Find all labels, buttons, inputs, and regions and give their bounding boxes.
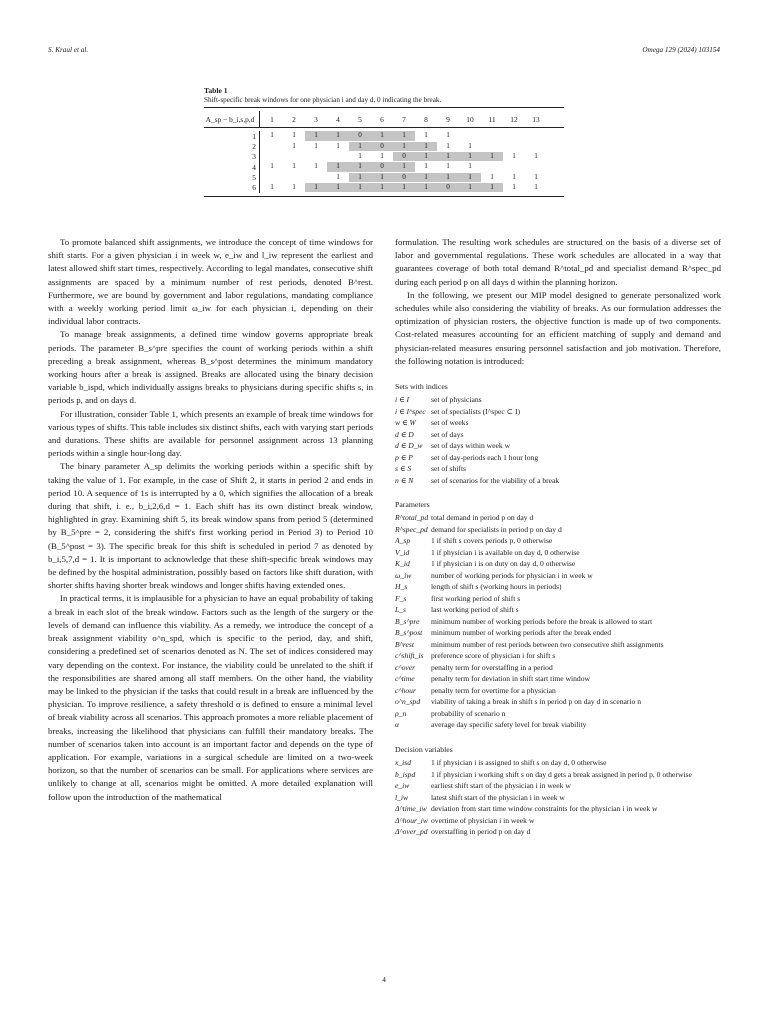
break-window-cell: 1 xyxy=(349,142,371,152)
shift-label: 5 xyxy=(252,172,256,182)
notation-symbol: F_s xyxy=(395,593,407,603)
table-cell xyxy=(261,173,283,183)
break-window-cell: 1 xyxy=(349,183,371,193)
notation-description: set of weeks xyxy=(431,418,469,428)
notation-description: length of shift s (working hours in periods) xyxy=(431,582,562,592)
break-window-cell: 1 xyxy=(437,152,459,162)
vars-heading: Decision variables xyxy=(395,744,453,754)
notation-entry xyxy=(395,708,721,720)
notation-symbol: o^n_spd xyxy=(395,697,421,707)
table-cell xyxy=(459,131,481,141)
notation-entry xyxy=(395,452,721,464)
table-row xyxy=(204,141,564,151)
break-window-cell: 1 xyxy=(371,183,393,193)
notation-description: 1 if physician i is available on day d, 0 otherwise xyxy=(431,547,580,557)
notation-description: minimum number of working periods before the break is allowed to start xyxy=(431,616,653,626)
period-header: 6 xyxy=(380,114,384,124)
period-header: 10 xyxy=(466,114,474,124)
break-window-cell: 1 xyxy=(327,131,349,141)
notation-symbol: c^shift_is xyxy=(395,651,424,661)
table-cell xyxy=(283,152,305,162)
period-header: 1 xyxy=(270,114,274,124)
notation-description: set of scenarios for the viability of a break xyxy=(431,475,560,485)
break-window-cell: 1 xyxy=(415,142,437,152)
table-separator xyxy=(259,152,260,162)
notation-symbol: b_ispd xyxy=(395,769,416,779)
table-cell: 1 xyxy=(292,131,296,140)
notation-symbol: K_id xyxy=(395,559,410,569)
notation-entry xyxy=(395,696,721,708)
table-row xyxy=(204,172,564,182)
notation-symbol: L_s xyxy=(395,605,406,615)
table-row-cells xyxy=(261,152,547,162)
notation-description: set of shifts xyxy=(431,464,467,474)
table-cell: 1 xyxy=(336,141,340,150)
notation-description: earliest shift start of the physician i in week w xyxy=(431,781,571,791)
table-cell: 1 xyxy=(468,162,472,171)
table-bottom-rule xyxy=(204,196,564,197)
break-window-cell: 1 xyxy=(481,183,503,193)
notation-description: overtime of physician i in week w xyxy=(431,815,535,825)
break-window-cell: 0 xyxy=(371,142,393,152)
notation-description: minimum number of rest periods between two consecutive shift assignments xyxy=(431,639,664,649)
table-cell xyxy=(503,131,525,141)
notation-description: set of day-periods each 1 hour long xyxy=(431,452,539,462)
break-window-cell: 1 xyxy=(415,152,437,162)
notation-entry xyxy=(395,639,721,651)
break-window-cell: 1 xyxy=(305,183,327,193)
break-window-cell: 0 xyxy=(349,131,371,141)
page-number: 4 xyxy=(382,975,386,984)
break-window-cell: 1 xyxy=(415,173,437,183)
break-window-cell: 1 xyxy=(459,183,481,193)
table-cell: 1 xyxy=(424,162,428,171)
table-separator xyxy=(259,162,260,172)
table-row xyxy=(204,162,564,172)
table-row-cells xyxy=(261,131,547,141)
break-window-cell: 1 xyxy=(349,162,371,172)
break-window-cell: 0 xyxy=(393,152,415,162)
params-list xyxy=(395,512,721,731)
break-window-cell: 1 xyxy=(393,131,415,141)
table-separator xyxy=(259,111,260,127)
body-paragraph: For illustration, consider Table 1, which presents an example of break time windows for various types of shifts. This table includes six distinct shifts, each with varying start periods and durations. These shifts are available for personnel assignment across 13 planning periods within a single hour-long day. xyxy=(48,408,373,459)
period-header: 9 xyxy=(446,114,450,124)
break-window-cell: 1 xyxy=(459,152,481,162)
notation-entry xyxy=(395,719,721,731)
table-cell: 1 xyxy=(380,151,384,160)
table-cell: 1 xyxy=(270,182,274,191)
notation-description: viability of taking a break in shift s in period p on day d in scenario n xyxy=(431,697,642,707)
table-cell: 1 xyxy=(314,141,318,150)
notation-description: preference score of physician i for shift s xyxy=(431,651,556,661)
break-window-cell: 1 xyxy=(437,173,459,183)
table-cell: 1 xyxy=(446,141,450,150)
table-cell xyxy=(327,152,349,162)
table-cell: 1 xyxy=(468,141,472,150)
running-head-journal: Omega 129 (2024) 103154 xyxy=(642,46,720,54)
notation-entry xyxy=(395,475,721,487)
notation-entry xyxy=(395,535,721,547)
table-cell: 1 xyxy=(336,172,340,181)
table-separator xyxy=(259,182,260,192)
notation-symbol: Δ^time_iw xyxy=(395,804,427,814)
notation-entry xyxy=(395,792,721,804)
table-separator xyxy=(259,141,260,151)
notation-entry xyxy=(395,616,721,628)
notation-symbol: R^spec_pd xyxy=(395,524,428,534)
table-cell: 1 xyxy=(270,131,274,140)
table-cell xyxy=(503,142,525,152)
notation-description: total demand in period p on day d xyxy=(431,513,534,523)
table-cell xyxy=(525,162,547,172)
table-cell xyxy=(261,152,283,162)
break-window-cell: 0 xyxy=(371,162,393,172)
notation-symbol: i ∈ I^spec xyxy=(395,406,426,416)
break-window-cell: 1 xyxy=(305,131,327,141)
table-separator xyxy=(259,172,260,182)
break-window-cell: 0 xyxy=(437,183,459,193)
table-cell xyxy=(481,162,503,172)
notation-entry xyxy=(395,815,721,827)
notation-symbol: c^over xyxy=(395,662,416,672)
table-cell xyxy=(283,173,305,183)
period-header: 12 xyxy=(510,114,518,124)
table-cell: 1 xyxy=(534,182,538,191)
notation-symbol: w ∈ W xyxy=(395,418,416,428)
notation-entry xyxy=(395,803,721,815)
notation-symbol: Δ^over_pd xyxy=(395,827,428,837)
period-header: 4 xyxy=(336,114,340,124)
right-paragraphs xyxy=(395,236,721,368)
notation-entry xyxy=(395,570,721,582)
break-window-cell: 1 xyxy=(459,173,481,183)
notation-description: average day specific safety level for break viability xyxy=(431,720,587,730)
table-header-row xyxy=(204,111,564,127)
notation-symbol: B^rest xyxy=(395,639,414,649)
table-cell: 1 xyxy=(512,151,516,160)
notation-symbol: α xyxy=(395,720,399,730)
notation-symbol: B_s^post xyxy=(395,628,423,638)
params-heading: Parameters xyxy=(395,500,430,510)
notation-description: minimum number of working periods after the break ended xyxy=(431,628,612,638)
break-window-cell: 1 xyxy=(393,142,415,152)
vars-list xyxy=(395,757,721,838)
notation-symbol: s ∈ S xyxy=(395,464,412,474)
notation-symbol: x_isd xyxy=(395,758,412,768)
notation-description: penalty term for overstaffing in a period xyxy=(431,662,553,672)
notation-entry xyxy=(395,581,721,593)
notation-entry xyxy=(395,547,721,559)
notation-description: 1 if physician i working shift s on day d gets a break assigned in period p, 0 otherwise xyxy=(431,769,692,779)
notation-entry xyxy=(395,593,721,605)
shift-label: 2 xyxy=(252,141,256,151)
table-cell: 1 xyxy=(314,162,318,171)
notation-description: set of physicians xyxy=(431,395,482,405)
table-cell: 1 xyxy=(534,151,538,160)
notation-description: overstaffing in period p on day d xyxy=(431,827,531,837)
table-cell: 1 xyxy=(270,162,274,171)
notation-description: penalty term for deviation in shift start time window xyxy=(431,674,591,684)
table-separator xyxy=(259,131,260,141)
shift-label: 4 xyxy=(252,162,256,172)
shift-label: 1 xyxy=(252,131,256,141)
notation-symbol: i ∈ I xyxy=(395,395,410,405)
body-paragraph: To promote balanced shift assignments, we introduce the concept of time windows for shift starts. For a given physician i in week w, e_iw and l_iw represent the earliest and latest allowed shift start times, respectively. According to legal mandates, consecutive shift assignments are spaced by a minimum number of rest periods, denoted B^rest. Furthermore, we are bound by government and labor regulations, mandating compliance with a weekly working period limit ω_iw for each physician i, depending on their individual labor contracts. xyxy=(48,237,373,327)
body-paragraph: formulation. The resulting work schedules are structured on the basis of a diverse set of labor and governmental regulations. These work schedules are allocated in a way that guarantees coverage of both total demand R^total_pd and specialist demand R^spec_pd during each period p on all days d within the planning horizon. xyxy=(395,237,721,287)
table-row-cells xyxy=(261,183,547,193)
notation-entry xyxy=(395,604,721,616)
notation-symbol: c^time xyxy=(395,674,415,684)
running-head-authors: S. Kraul et al. xyxy=(48,46,89,54)
notation-symbol: c^hour xyxy=(395,685,416,695)
notation-entry xyxy=(395,769,721,781)
table-cell: 1 xyxy=(446,162,450,171)
shift-label: 3 xyxy=(252,152,256,162)
notation-description: last working period of shift s xyxy=(431,605,519,615)
notation-entry xyxy=(395,673,721,685)
break-window-cell: 1 xyxy=(481,152,503,162)
notation-description: set of days within week w xyxy=(431,441,511,451)
table-top-rule xyxy=(204,107,564,108)
notation-entry xyxy=(395,685,721,697)
notation-entry xyxy=(395,463,721,475)
notation-symbol: H_s xyxy=(395,582,408,592)
table-1 xyxy=(204,86,564,197)
break-window-cell: 1 xyxy=(393,183,415,193)
notation-entry xyxy=(395,558,721,570)
notation-description: probability of scenario n xyxy=(431,708,506,718)
table-caption: Shift-specific break windows for one physician i and day d, 0 indicating the break. xyxy=(204,96,442,104)
notation-description: 1 if physician i is assigned to shift s on day d, 0 otherwise xyxy=(431,758,607,768)
notation-description: number of working periods for physician i in week w xyxy=(431,570,593,580)
notation-symbol: d ∈ D_w xyxy=(395,441,423,451)
table-row xyxy=(204,131,564,141)
notation-description: first working period of shift s xyxy=(431,593,521,603)
notation-entry xyxy=(395,757,721,769)
period-header: 2 xyxy=(292,114,296,124)
notation-description: demand for specialists in period p on day d xyxy=(431,524,562,534)
table-cell: 1 xyxy=(534,172,538,181)
table-cell: 1 xyxy=(512,182,516,191)
notation-entry xyxy=(395,780,721,792)
table-cell xyxy=(525,131,547,141)
break-window-cell: 0 xyxy=(393,173,415,183)
table-cell: 1 xyxy=(292,182,296,191)
table-cell xyxy=(305,173,327,183)
break-window-cell: 1 xyxy=(371,173,393,183)
notation-symbol: Δ^hour_iw xyxy=(395,815,428,825)
notation-symbol: d ∈ D xyxy=(395,429,414,439)
notation-entry xyxy=(395,406,721,418)
notation-symbol: ρ_n xyxy=(395,708,407,718)
table-cell xyxy=(305,152,327,162)
table-period-headers xyxy=(261,115,547,124)
shift-label: 6 xyxy=(252,183,256,193)
notation-symbol: A_sp xyxy=(395,536,411,546)
period-header: 11 xyxy=(488,114,496,124)
table-row xyxy=(204,182,564,192)
notation-symbol: e_iw xyxy=(395,781,410,791)
notation-symbol: ω_iw xyxy=(395,570,412,580)
notation-entry xyxy=(395,512,721,524)
right-column xyxy=(395,236,721,838)
notation-description: 1 if physician i is on duty on day d, 0 otherwise xyxy=(431,559,576,569)
table-row-cells xyxy=(261,142,547,152)
period-header: 13 xyxy=(532,114,540,124)
notation-description: set of days xyxy=(431,429,464,439)
table-cell xyxy=(503,162,525,172)
table-row xyxy=(204,152,564,162)
notation-symbol: B_s^pre xyxy=(395,616,420,626)
table-cell xyxy=(261,142,283,152)
table-cell: 1 xyxy=(292,162,296,171)
notation-entry xyxy=(395,826,721,838)
notation-entry xyxy=(395,429,721,441)
notation-symbol: R^total_pd xyxy=(395,513,429,523)
notation-entry xyxy=(395,394,721,406)
notation-entry xyxy=(395,417,721,429)
table-row-cells xyxy=(261,173,547,183)
break-window-cell: 1 xyxy=(371,131,393,141)
notation-symbol: l_iw xyxy=(395,792,409,802)
notation-description: deviation from start time window constraints for the physician i in week w xyxy=(431,804,658,814)
notation-entry xyxy=(395,524,721,536)
notation-entry xyxy=(395,662,721,674)
body-paragraph: In practical terms, it is implausible for a physician to have an equal probability of taking a break in each slot of the break window. Factors such as the length of the surgery or the levels of demand can influence this viability. As a remedy, we introduce the concept of a break assignment viability o^n_spd, which is specific to the period, day, and shift, considering a predefined set of scenarios denoted as N. The set of indices considered may vary depending on the context. For instance, the viability could be unrelated to the shift if the responsibilities are shared among all staff members. On the other hand, the viability may be linked to the physician if the tasks that could result in a break are influenced by the physician. To improve resilience, a safety threshold α is defined to ensure a minimal level of break viability across all scenarios. This approach promotes a more reliable placement of breaks, increasing the likelihood that physicians can fulfill their mandatory breaks. The number of scenarios taken into account is an important factor and depends on the type of application. For example, variations in a surgical schedule are limited on a two-week horizon, so that the number of scenarios can be small. For applications where services are unlikely to change at all, scenarios might be omitted. A more detailed explanation will follow upon the introduction of the mathematical xyxy=(48,593,373,802)
break-window-cell: 1 xyxy=(349,173,371,183)
table-cell: 1 xyxy=(292,141,296,150)
table-body xyxy=(204,128,564,196)
break-window-cell: 1 xyxy=(415,183,437,193)
notation-entry xyxy=(395,627,721,639)
body-paragraph: In the following, we present our MIP model designed to generate personalized work schedules while also considering the viability of breaks. As our formulation addresses the optimization of physician rosters, the objective function is made up of two components. Cost-related measures accounting for an efficient matching of supply and demand and physician-related measures ensuring personnel satisfaction and job motivation. Therefore, the following notation is introduced: xyxy=(395,289,721,366)
sets-list xyxy=(395,394,721,486)
table-row-cells xyxy=(261,162,547,172)
notation-description: penalty term for overtime for a physician xyxy=(431,685,556,695)
table-cell xyxy=(481,131,503,141)
notation-description: 1 if shift s covers periods p, 0 otherwise xyxy=(431,536,553,546)
table-cell: 1 xyxy=(358,151,362,160)
table-cell xyxy=(481,142,503,152)
sets-heading: Sets with indices xyxy=(395,382,448,392)
table-corner-label: A_sp − b_i,s,p,d xyxy=(205,114,255,124)
table-cell: 1 xyxy=(512,172,516,181)
body-paragraph: To manage break assignments, a defined time window governs appropriate break periods. The parameter B_s^pre specifies the count of working periods within a shift preceding a break assignment, whereas B_s^post determines the minimum mandatory working hours after a break is assigned. Breaks are allocated using the binary decision variable b_ispd, which individually assigns breaks to physicians during specific shifts s, in periods p, and on days d. xyxy=(48,329,373,406)
notation-symbol: V_id xyxy=(395,547,410,557)
body-paragraph: The binary parameter A_sp delimits the working periods within a specific shift by taking the value of 1. For example, in the case of Shift 2, it starts in period 2 and ends in period 10. A sequence of 1s is interrupted by a 0, which signifies the allocation of a break during that shift, i. e., b_i,2,6,d = 1. Each shift has its own distinct break window, highlighted in gray. Examining shift 5, its break window spans from period 5 (determined by B_5^pre = 2, considering the shift's first working period in Period 3) to Period 10 (B_5^post = 3). The specific break for this shift is scheduled in period 7 as denoted by b_i,5,7,d = 1. It is important to acknowledge that these shift-specific break windows may be defined by the hospital administration, possibly based on factors like shift duration, with shorter shifts having shorter break windows and longer shifts having extended ones. xyxy=(48,461,373,591)
break-window-cell: 1 xyxy=(327,162,349,172)
table-title: Table 1 xyxy=(204,86,228,95)
notation-symbol: n ∈ N xyxy=(395,475,414,485)
notation-description: latest shift start of the physician i in week w xyxy=(431,792,565,802)
table-cell: 1 xyxy=(424,131,428,140)
notation-symbol: p ∈ P xyxy=(395,452,413,462)
table-cell xyxy=(525,142,547,152)
period-header: 8 xyxy=(424,114,428,124)
break-window-cell: 1 xyxy=(327,183,349,193)
notation-entry xyxy=(395,650,721,662)
notation-description: set of specialists (I^spec ⊂ I) xyxy=(431,406,521,416)
period-header: 3 xyxy=(314,114,318,124)
period-header: 7 xyxy=(402,114,406,124)
table-cell: 1 xyxy=(490,172,494,181)
break-window-cell: 1 xyxy=(393,162,415,172)
left-column xyxy=(48,236,373,804)
notation-entry xyxy=(395,440,721,452)
table-cell: 1 xyxy=(446,131,450,140)
period-header: 5 xyxy=(358,114,362,124)
